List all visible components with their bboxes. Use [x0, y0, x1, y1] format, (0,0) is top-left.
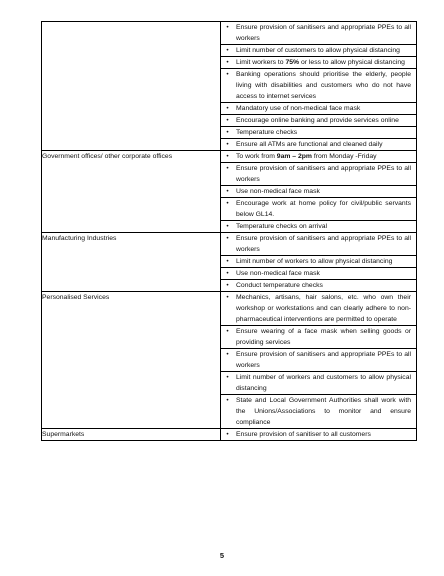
sector-cell: Government offices/ other corporate offices — [42, 151, 221, 233]
bullet-icon: • — [226, 351, 229, 358]
list-item — [221, 198, 416, 221]
bullet-icon: • — [226, 270, 229, 277]
measure-text: Use non-medical face mask — [236, 270, 320, 277]
measure-text: Conduct temperature checks — [236, 282, 323, 289]
list-item — [221, 280, 416, 291]
measures-cell — [221, 22, 417, 151]
bullet-icon: • — [226, 328, 229, 335]
measure-text: Ensure wearing of a face mask when selling goods or providing services — [236, 328, 411, 346]
list-item — [221, 22, 416, 45]
bullet-icon: • — [226, 282, 229, 289]
sector-cell — [42, 22, 221, 151]
measure-text: Encourage work at home policy for civil/public servants below GL14. — [236, 200, 411, 218]
bullet-icon: • — [226, 153, 229, 160]
bullet-icon: • — [226, 24, 229, 31]
bullet-icon: • — [226, 374, 229, 381]
sector-cell: Personalised Services — [42, 292, 221, 429]
measure-text: Mandatory use of non-medical face mask — [236, 105, 361, 112]
list-item — [221, 127, 416, 139]
measure-text: Ensure provision of sanitisers and appropriate PPEs to all workers — [236, 235, 411, 253]
measure-text: Ensure provision of sanitiser to all customers — [236, 431, 371, 438]
measure-text: Ensure all ATMs are functional and cleaned daily — [236, 141, 383, 148]
table-row — [42, 292, 417, 429]
bullet-icon: • — [226, 397, 229, 404]
measure-text: Limit number of workers to allow physical distancing — [236, 258, 393, 265]
measure-text: Temperature checks — [236, 129, 298, 136]
bullet-icon: • — [226, 258, 229, 265]
list-item — [221, 115, 416, 127]
bullet-icon: • — [226, 223, 229, 230]
measures-cell — [221, 233, 417, 292]
list-item — [221, 326, 416, 349]
sector-cell: Supermarkets — [42, 429, 221, 441]
list-item — [221, 151, 416, 163]
list-item — [221, 45, 416, 57]
list-item — [221, 429, 416, 440]
page-number: 5 — [219, 551, 225, 560]
emphasis-text: 9am – 2pm — [276, 153, 312, 160]
list-item — [221, 233, 416, 256]
measure-text: Ensure provision of sanitisers and appropriate PPEs to all workers — [236, 351, 411, 369]
list-item — [221, 395, 416, 428]
list-item — [221, 268, 416, 280]
bullet-icon: • — [226, 431, 229, 438]
measures-cell — [221, 429, 417, 441]
bullet-icon: • — [226, 188, 229, 195]
measures-cell — [221, 151, 417, 233]
measure-text: Limit workers to 75% or less to allow physical distancing — [236, 59, 405, 66]
list-item — [221, 221, 416, 232]
measures-cell — [221, 292, 417, 429]
bullet-icon: • — [226, 200, 229, 207]
table-row — [42, 429, 417, 441]
measure-text: Limit number of customers to allow physical distancing — [236, 47, 400, 54]
list-item — [221, 103, 416, 115]
bullet-icon: • — [226, 105, 229, 112]
measure-text: Mechanics, artisans, hair salons, etc. who own their workshop or workstations and can clearly adhere to non-pharmaceutical interventions are permitted to operate — [236, 294, 411, 323]
sector-cell: Manufacturing Industries — [42, 233, 221, 292]
measure-text: Encourage online banking and provide services online — [236, 117, 399, 124]
list-item — [221, 186, 416, 198]
measure-text: Ensure provision of sanitisers and appropriate PPEs to all workers — [236, 165, 411, 183]
bullet-icon: • — [226, 294, 229, 301]
bullet-icon: • — [226, 59, 229, 66]
list-item — [221, 69, 416, 103]
table-row — [42, 151, 417, 233]
bullet-icon: • — [226, 129, 229, 136]
measures-table — [41, 21, 417, 441]
table-row — [42, 233, 417, 292]
list-item — [221, 349, 416, 372]
bullet-icon: • — [226, 71, 229, 78]
measure-text: To work from 9am – 2pm from Monday -Friday — [236, 153, 377, 160]
list-item — [221, 256, 416, 268]
emphasis-text: 75% — [285, 59, 300, 66]
measure-text: Temperature checks on arrival — [236, 223, 328, 230]
measure-text: Limit number of workers and customers to allow physical distancing — [236, 374, 411, 392]
measure-text: Use non-medical face mask — [236, 188, 320, 195]
list-item — [221, 139, 416, 150]
bullet-icon: • — [226, 47, 229, 54]
bullet-icon: • — [226, 235, 229, 242]
bullet-icon: • — [226, 117, 229, 124]
list-item — [221, 372, 416, 395]
table-row — [42, 22, 417, 151]
measure-text: State and Local Government Authorities shall work with the Unions/Associations to monitor and ensure compliance — [236, 397, 411, 426]
list-item — [221, 57, 416, 69]
measure-text: Banking operations should prioritise the elderly, people living with disabilities and customers who do not have access to internet services — [236, 71, 411, 100]
measure-text: Ensure provision of sanitisers and appropriate PPEs to all workers — [236, 24, 411, 42]
bullet-icon: • — [226, 141, 229, 148]
list-item — [221, 292, 416, 326]
list-item — [221, 163, 416, 186]
bullet-icon: • — [226, 165, 229, 172]
